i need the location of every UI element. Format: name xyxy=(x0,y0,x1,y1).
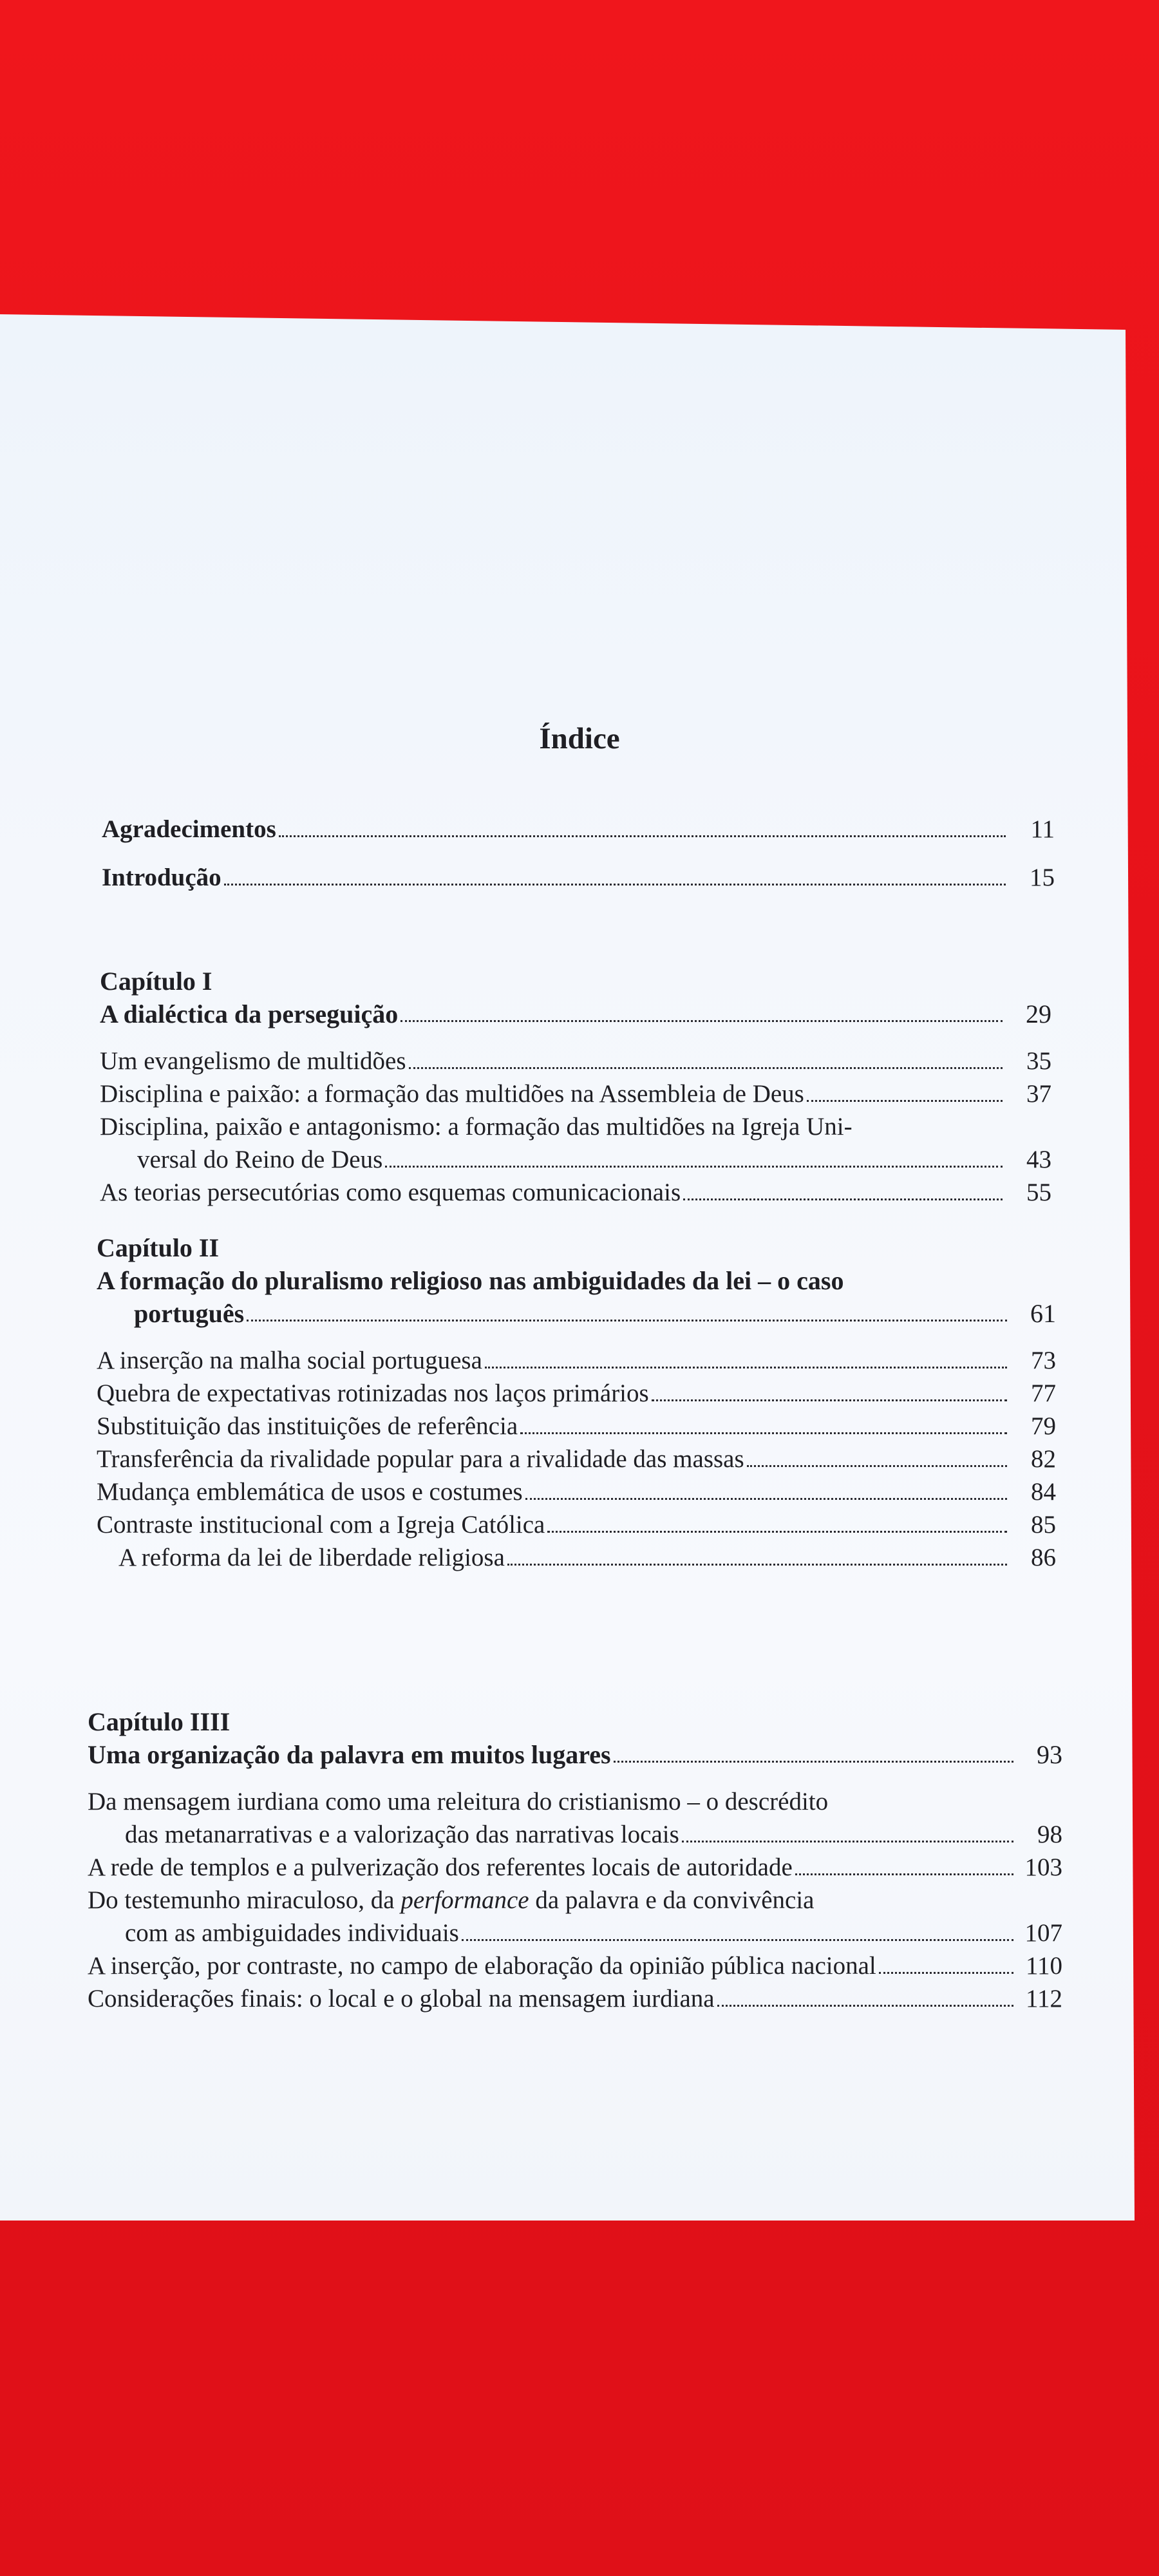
toc-entry-label: A inserção na malha social portuguesa xyxy=(97,1347,482,1374)
toc-entry xyxy=(100,1176,1051,1209)
toc-entry-label: Um evangelismo de multidões xyxy=(100,1047,406,1075)
leader-dots xyxy=(547,1531,1007,1533)
leader-dots xyxy=(747,1465,1007,1467)
toc-entry xyxy=(100,1045,1051,1077)
toc-entry-label: As teorias persecutórias como esquemas comunicacionais xyxy=(100,1179,681,1206)
toc-entry xyxy=(88,1785,1062,1851)
toc-entry xyxy=(97,1344,1056,1377)
chapter-title: Uma organização da palavra em muitos lugares xyxy=(88,1740,611,1769)
toc-page-number: 82 xyxy=(1031,1445,1056,1473)
toc-entry-continuation xyxy=(88,1818,1062,1851)
toc-entry-continuation xyxy=(100,1143,1051,1176)
leader-dots xyxy=(682,1841,1013,1842)
toc-entry-text: da palavra e da convivência xyxy=(529,1886,815,1914)
toc-entry-text: Do testemunho miraculoso, da xyxy=(88,1886,401,1914)
toc-entry xyxy=(102,813,1055,846)
toc-entry xyxy=(97,1377,1056,1410)
chapter-title-line2: português xyxy=(134,1299,245,1328)
toc-page-number: 43 xyxy=(1026,1146,1051,1173)
leader-dots xyxy=(879,1972,1013,1974)
toc-page-number: 15 xyxy=(1030,864,1055,891)
leader-dots xyxy=(385,1166,1003,1168)
toc-entry-emphasis: performance xyxy=(400,1886,529,1914)
toc-entry-label: Contraste institucional com a Igreja Católica xyxy=(97,1511,545,1539)
toc-entry-label: Introdução xyxy=(102,864,221,891)
toc-entry-label: A rede de templos e a pulverização dos referentes locais de autoridade xyxy=(88,1853,793,1881)
toc-entry xyxy=(88,1982,1062,2015)
toc-entry-label: A reforma da lei de liberdade religiosa xyxy=(118,1544,505,1571)
front-matter xyxy=(102,813,1055,894)
chapter-title: A dialéctica da perseguição xyxy=(100,999,399,1028)
leader-dots xyxy=(683,1198,1003,1200)
leader-dots xyxy=(614,1761,1013,1763)
toc-page-number: 85 xyxy=(1031,1511,1056,1539)
toc-page-number: 55 xyxy=(1026,1179,1051,1206)
leader-dots xyxy=(247,1320,1007,1321)
toc-page-number: 107 xyxy=(1024,1919,1062,1947)
chapter-title-entry xyxy=(88,1738,1062,1771)
toc-entry-label: A inserção, por contraste, no campo de elaboração da opinião pública nacional xyxy=(88,1952,876,1980)
leader-dots xyxy=(409,1067,1003,1069)
page-title: Índice xyxy=(539,722,620,755)
toc-entry xyxy=(88,1851,1062,1884)
toc-entry-label: Considerações finais: o local e o global na mensagem iurdiana xyxy=(88,1985,715,2012)
toc-page-number: 37 xyxy=(1026,1080,1051,1108)
toc-entry xyxy=(97,1443,1056,1475)
toc-page-number: 61 xyxy=(1030,1299,1056,1328)
leader-dots xyxy=(279,835,1006,837)
toc-entry-label-line2: das metanarrativas e a valorização das narrativas locais xyxy=(125,1821,679,1848)
toc-entry-continuation xyxy=(88,1917,1062,1949)
leader-dots xyxy=(520,1432,1007,1434)
leader-dots xyxy=(400,1020,1003,1022)
toc-entry xyxy=(100,1110,1051,1176)
chapter-3 xyxy=(88,1705,1062,2015)
leader-dots xyxy=(717,2005,1013,2007)
toc-entry xyxy=(100,1077,1051,1110)
chapter-heading: Capítulo II xyxy=(97,1233,220,1262)
toc-entry-label: Disciplina e paixão: a formação das multidões na Assembleia de Deus xyxy=(100,1080,804,1108)
toc-page-number: 77 xyxy=(1031,1379,1056,1407)
toc-entry-label: Quebra de expectativas rotinizadas nos laços primários xyxy=(97,1379,649,1407)
chapter-2 xyxy=(97,1231,1056,1574)
toc-page-number: 98 xyxy=(1037,1821,1062,1848)
toc-entry-label-line2: com as ambiguidades individuais xyxy=(125,1919,459,1947)
toc-entry xyxy=(97,1410,1056,1443)
toc-page-number: 112 xyxy=(1025,1985,1062,2012)
toc-page-number: 79 xyxy=(1031,1412,1056,1440)
chapter-1 xyxy=(100,965,1051,1209)
toc-page-number: 103 xyxy=(1024,1853,1062,1881)
toc-entry xyxy=(88,1949,1062,1982)
leader-dots xyxy=(462,1939,1013,1941)
toc-entry-label: Mudança emblemática de usos e costumes xyxy=(97,1478,523,1506)
toc-entry-label: Agradecimentos xyxy=(102,815,276,843)
leader-dots xyxy=(795,1873,1013,1875)
toc-entry xyxy=(97,1475,1056,1508)
toc-page-number: 35 xyxy=(1026,1047,1051,1075)
leader-dots xyxy=(807,1100,1003,1102)
toc-page-number: 86 xyxy=(1031,1544,1056,1571)
chapter-title-entry xyxy=(97,1297,1056,1330)
chapter-heading: Capítulo I xyxy=(100,967,212,996)
leader-dots xyxy=(224,884,1006,886)
toc-entry xyxy=(97,1508,1056,1541)
toc-page-number: 29 xyxy=(1026,999,1051,1028)
toc-page-number: 73 xyxy=(1031,1347,1056,1374)
toc-page-number: 11 xyxy=(1030,815,1055,843)
toc-entry-label-line2: versal do Reino de Deus xyxy=(137,1146,383,1173)
chapter-heading: Capítulo IIII xyxy=(88,1707,231,1736)
toc-entry-label-line1: Da mensagem iurdiana como uma releitura do cristianismo – o descrédito xyxy=(88,1788,829,1815)
toc-entry-label: Substituição das instituições de referência xyxy=(97,1412,518,1440)
chapter-title-line1: A formação do pluralismo religioso nas ambiguidades da lei – o caso xyxy=(97,1266,844,1295)
leader-dots xyxy=(652,1399,1007,1401)
leader-dots xyxy=(525,1498,1007,1500)
toc-page-number: 110 xyxy=(1025,1952,1062,1980)
toc-entry xyxy=(88,1884,1062,1949)
toc-entry xyxy=(97,1541,1056,1574)
leader-dots xyxy=(485,1367,1007,1368)
chapter-title-entry xyxy=(100,998,1051,1030)
toc-entry-label-line1 xyxy=(88,1884,1062,1917)
toc-page-number: 93 xyxy=(1037,1740,1062,1769)
toc-entry xyxy=(102,861,1055,894)
toc-page-number: 84 xyxy=(1031,1478,1056,1506)
toc-entry-label-line1: Disciplina, paixão e antagonismo: a formação das multidões na Igreja Uni- xyxy=(100,1113,853,1141)
toc-entry-label: Transferência da rivalidade popular para a rivalidade das massas xyxy=(97,1445,744,1473)
leader-dots xyxy=(507,1564,1007,1566)
